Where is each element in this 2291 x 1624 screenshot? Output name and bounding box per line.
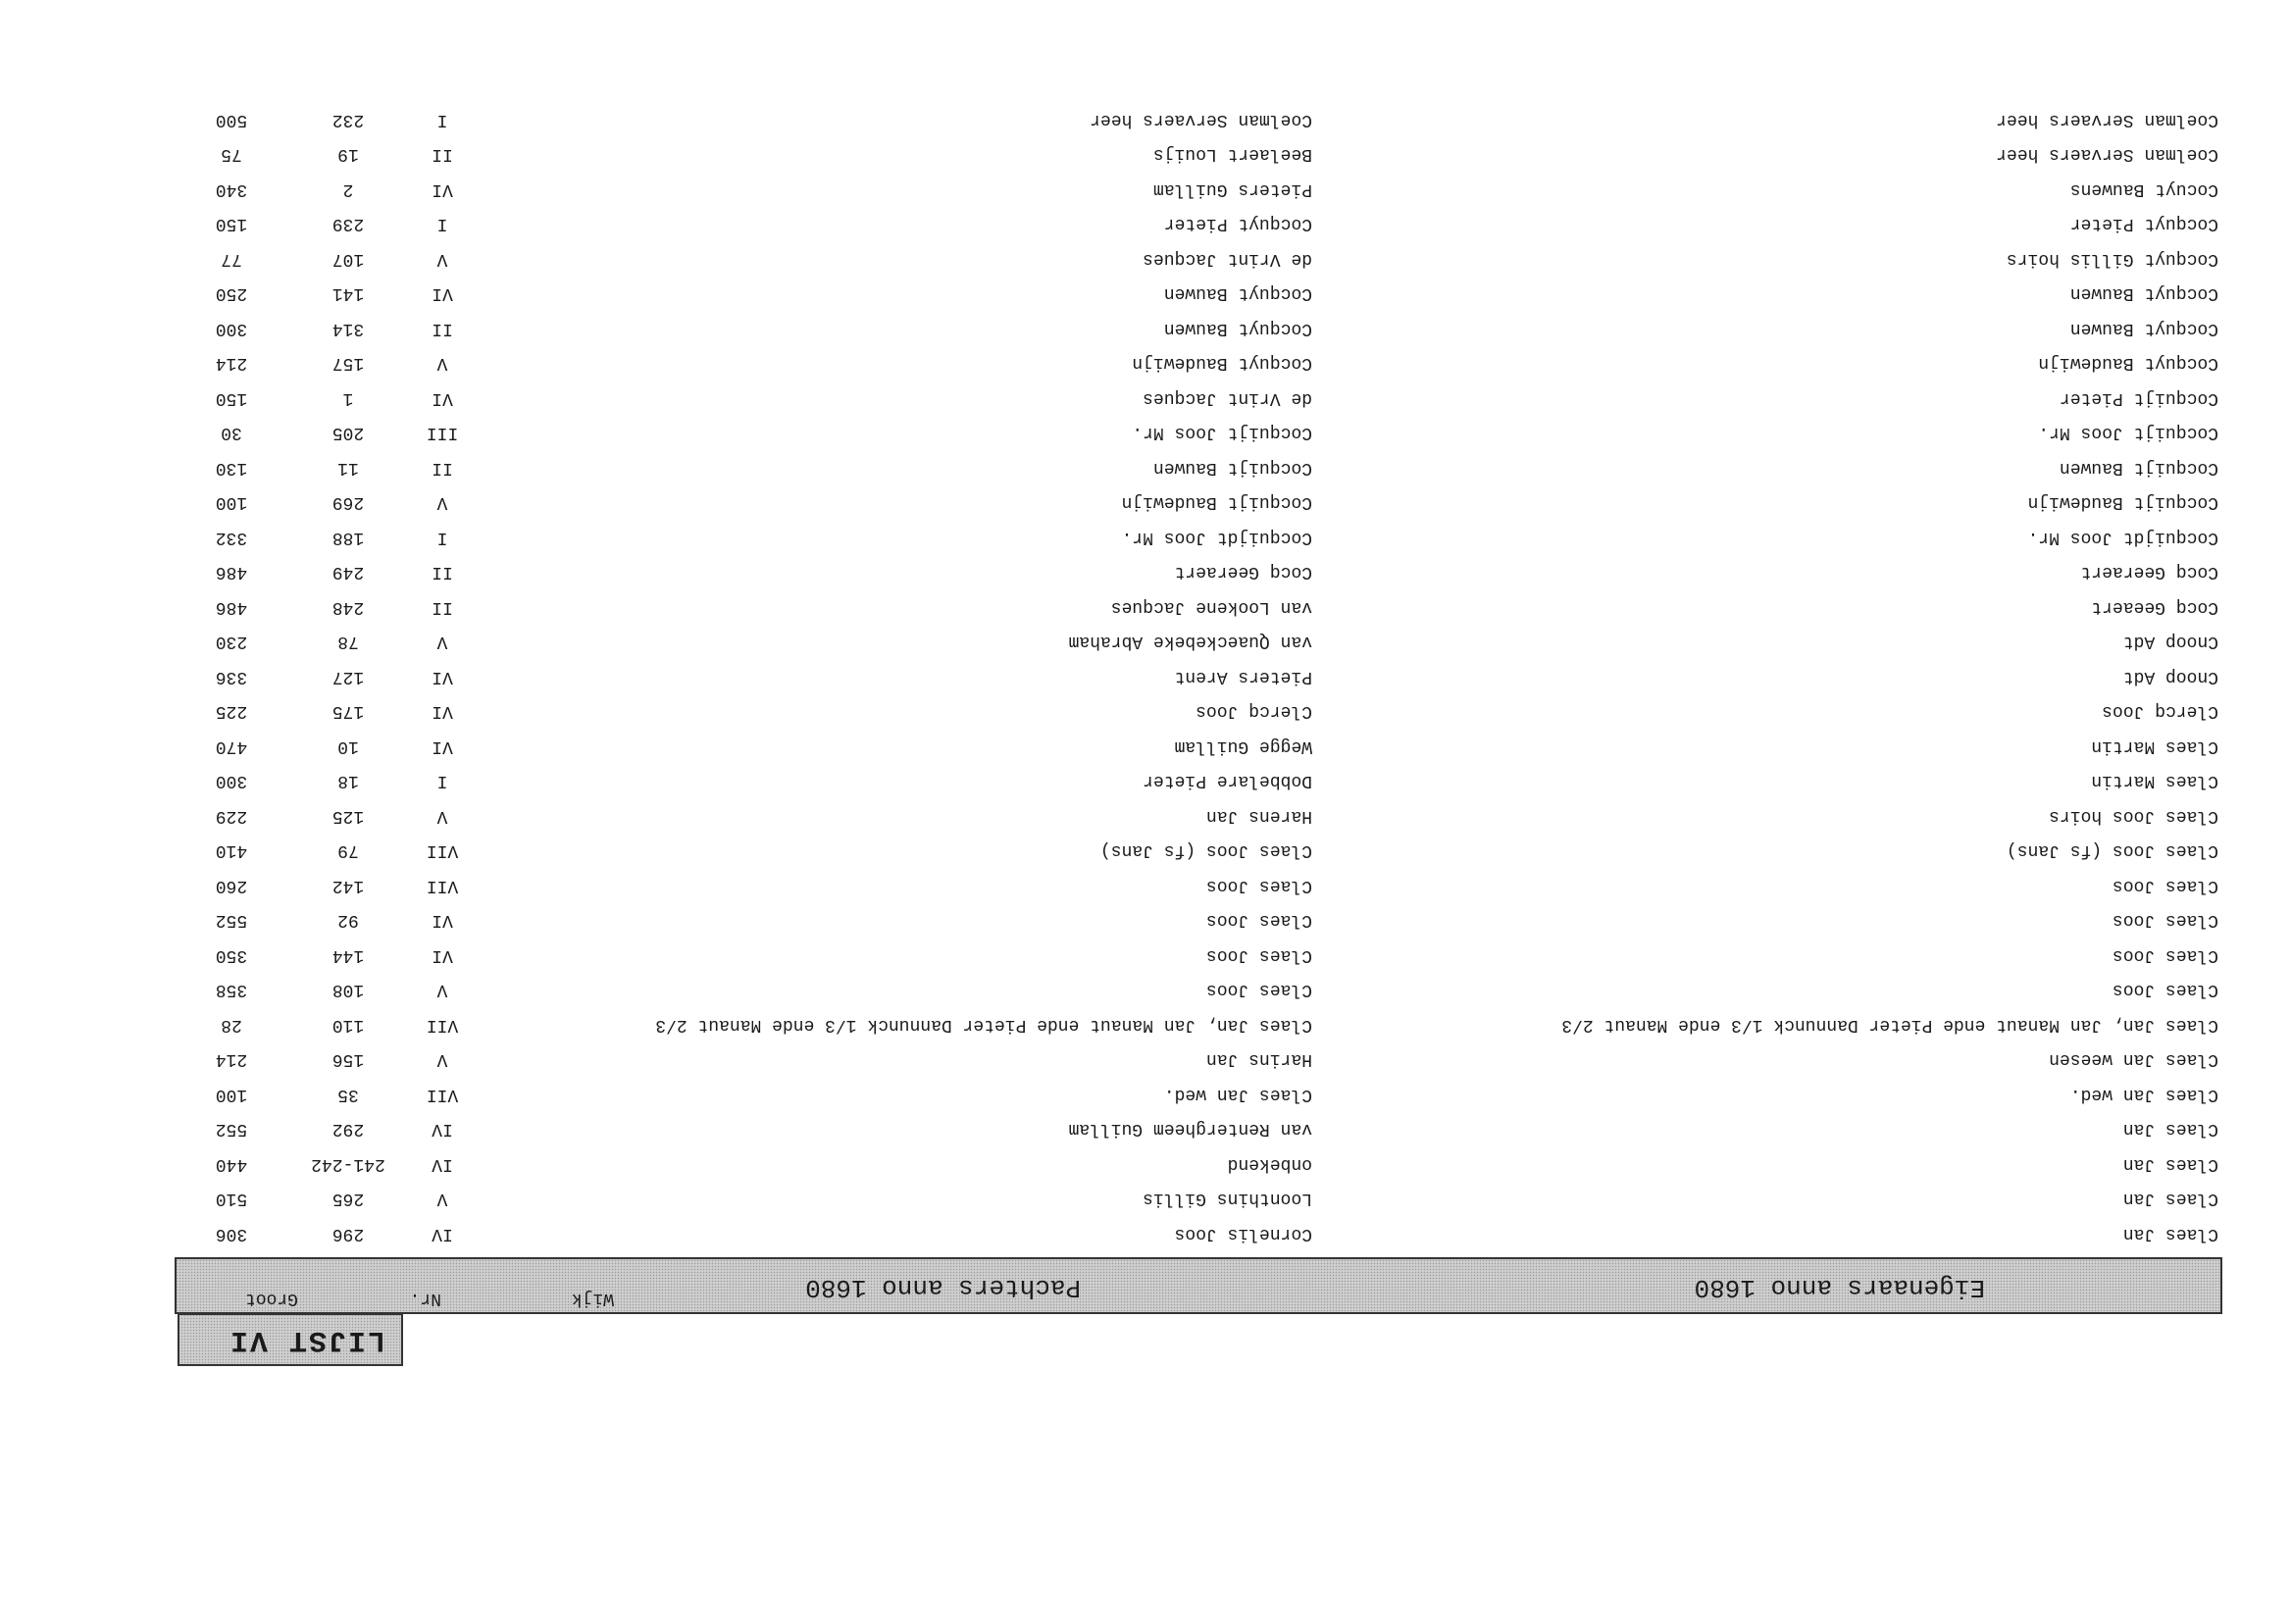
groot-cell: 214 [215,353,248,374]
groot-cell: 470 [215,736,248,756]
wijk-cell: IV [432,1119,453,1140]
table-row [175,903,2222,939]
groot-cell: 340 [215,179,248,199]
wijk-cell: I [436,771,448,791]
groot-cell: 250 [215,283,248,304]
groot-cell: 100 [215,492,248,513]
groot-cell: 130 [215,458,248,478]
owner-cell: Claes Jan weesen [2049,1049,2218,1070]
nr-cell: 156 [331,1049,365,1070]
owner-cell: Claes Martin [2091,736,2218,756]
wijk-cell: III [426,423,459,443]
table-row [175,1042,2222,1078]
tenant-cell: Cocquyt Pieter [1163,214,1312,234]
tenant-cell: Claes Joos [1205,876,1312,895]
nr-cell: 92 [337,910,359,931]
table-row [175,173,2222,208]
tenant-cell: van Lookene Jacques [1110,597,1312,617]
groot-cell: 500 [215,110,248,129]
nr-cell: 79 [337,840,359,861]
owner-cell: Cocquijt Bauwen [2059,458,2218,478]
table-row [175,416,2222,451]
tenant-cell: Claes Joos [1205,910,1312,931]
nr-cell: 127 [331,667,365,686]
owner-cell: Claes Jan wed. [2069,1085,2218,1104]
wijk-cell: V [436,806,448,826]
owner-cell: Cocquijt Baudewijn [2027,492,2218,513]
table-body [175,103,2222,1252]
owner-cell: Cocquyt Baudewijn [2038,353,2218,374]
owner-cell: Cocquijdt Joos Mr. [2027,528,2218,547]
tenant-cell: Cornelis Joos [1174,1224,1312,1243]
table-row [175,485,2222,521]
table-row [175,103,2222,138]
groot-cell: 30 [221,423,242,443]
table-row [175,381,2222,417]
wijk-cell: V [436,249,448,269]
wijk-cell: VI [432,179,453,199]
groot-cell: 358 [215,980,248,1000]
nr-cell: 292 [331,1119,365,1140]
owner-cell: Clercq Joos [2102,701,2218,722]
header-wijk: Wijk [571,1289,614,1308]
owner-cell: Cocq Geeaert [2091,597,2218,617]
tenant-cell: Pieters Arent [1174,667,1312,686]
wijk-cell: VI [432,945,453,965]
list-title: LIJST VI [178,1313,403,1366]
tenant-cell: Beelaert Louijs [1152,144,1312,165]
groot-cell: 225 [215,701,248,722]
owner-cell: Coelman Servaers heer [1996,110,2218,129]
nr-cell: 78 [337,632,359,652]
groot-cell: 229 [215,806,248,826]
table-row [175,451,2222,486]
tenant-cell: van Rentergheem Guillam [1068,1119,1312,1140]
wijk-cell: II [432,597,453,617]
nr-cell: 205 [331,423,365,443]
nr-cell: 232 [331,110,365,129]
tenant-cell: Cocquijt Joos Mr. [1132,423,1312,443]
table-row [175,869,2222,904]
wijk-cell: II [432,458,453,478]
nr-cell: 108 [331,980,365,1000]
nr-cell: 248 [331,597,365,617]
table-row [175,1217,2222,1252]
groot-cell: 100 [215,1085,248,1104]
tenant-cell: Cocquijt Baudewijn [1121,492,1312,513]
groot-cell: 230 [215,632,248,652]
groot-cell: 260 [215,876,248,895]
owner-cell: Claes Jan [2122,1119,2218,1140]
nr-cell: 249 [331,562,365,583]
groot-cell: 486 [215,562,248,583]
tenant-cell: Dobbelare Pieter [1143,771,1312,791]
wijk-cell: V [436,1189,448,1209]
groot-cell: 350 [215,945,248,965]
table-row [175,625,2222,660]
owner-cell: Cocuyt Bauwens [2069,179,2218,199]
tenant-cell: onbekend [1227,1154,1312,1174]
owner-cell: Claes Joos hoirs [2049,806,2218,826]
owner-cell: Claes Jan [2122,1189,2218,1209]
owner-cell: Cocquijt Joos Mr. [2038,423,2218,443]
table-row [175,521,2222,556]
tenant-cell: Cocquyt Baudewijn [1132,353,1312,374]
wijk-cell: VI [432,910,453,931]
groot-cell: 440 [215,1154,248,1174]
tenant-cell: de Vrint Jacques [1143,249,1312,269]
wijk-cell: IV [432,1154,453,1174]
table-header [175,1257,2222,1314]
owner-cell: Claes Jan, Jan Manaut ende Pieter Dannunck 1/3 ende Manaut 2/3 [1561,1015,2218,1035]
nr-cell: 296 [331,1224,365,1243]
tenant-cell: Claes Joos [1205,945,1312,965]
wijk-cell: VI [432,667,453,686]
groot-cell: 410 [215,840,248,861]
wijk-cell: V [436,980,448,1000]
tenant-cell: Loonthins Gillis [1143,1189,1312,1209]
table-row [175,939,2222,974]
table-row [175,137,2222,173]
wijk-cell: V [436,1049,448,1070]
nr-cell: 110 [331,1015,365,1035]
table-row [175,764,2222,799]
tenant-cell: Cocquyt Bauwen [1163,283,1312,304]
nr-cell: 239 [331,214,365,234]
groot-cell: 300 [215,319,248,338]
tenant-cell: Claes Jan wed. [1163,1085,1312,1104]
table-row [175,1147,2222,1183]
owner-cell: Cocq Geeraert [2080,562,2218,583]
table-row [175,207,2222,242]
nr-cell: 141 [331,283,365,304]
table-row [175,730,2222,765]
tenant-cell: Claes Jan, Jan Manaut ende Pieter Dannunck 1/3 ende Manaut 2/3 [655,1015,1312,1035]
wijk-cell: VII [426,1015,459,1035]
tenant-cell: Cocq Geeraert [1174,562,1312,583]
nr-cell: 144 [331,945,365,965]
wijk-cell: I [436,214,448,234]
table-row [175,590,2222,626]
tenant-cell: Wegge Guillam [1174,736,1312,756]
header-nr: Nr. [409,1289,441,1308]
groot-cell: 552 [215,910,248,931]
header-tenants: Pachters anno 1680 [805,1273,1081,1302]
wijk-cell: VII [426,876,459,895]
wijk-cell: VII [426,840,459,861]
groot-cell: 306 [215,1224,248,1243]
groot-cell: 552 [215,1119,248,1140]
table-row [175,555,2222,590]
nr-cell: 314 [331,319,365,338]
wijk-cell: II [432,319,453,338]
owner-cell: Claes Jan [2122,1224,2218,1243]
wijk-cell: II [432,144,453,165]
owner-cell: Claes Joos [2112,876,2218,895]
nr-cell: 142 [331,876,365,895]
groot-cell: 510 [215,1189,248,1209]
nr-cell: 19 [337,144,359,165]
nr-cell: 241-242 [311,1154,385,1174]
wijk-cell: II [432,562,453,583]
nr-cell: 265 [331,1189,365,1209]
table-row [175,973,2222,1008]
wijk-cell: V [436,353,448,374]
table-row [175,312,2222,347]
table-row [175,799,2222,835]
nr-cell: 269 [331,492,365,513]
tenant-cell: de Vrint Jacques [1143,388,1312,408]
groot-cell: 77 [221,249,242,269]
nr-cell: 1 [342,388,354,408]
wijk-cell: IV [432,1224,453,1243]
wijk-cell: VI [432,701,453,722]
wijk-cell: VI [432,736,453,756]
owner-cell: Claes Martin [2091,771,2218,791]
owner-cell: Claes Joos (fs Jans) [2006,840,2218,861]
owner-cell: Cocquyt Bauwen [2069,283,2218,304]
wijk-cell: VI [432,388,453,408]
nr-cell: 18 [337,771,359,791]
nr-cell: 10 [337,736,359,756]
tenant-cell: Clercq Joos [1196,701,1312,722]
wijk-cell: VI [432,283,453,304]
groot-cell: 28 [221,1015,242,1035]
owner-cell: Coelman Servaers heer [1996,144,2218,165]
table-row [175,242,2222,278]
table-row [175,1078,2222,1113]
wijk-cell: I [436,528,448,547]
nr-cell: 2 [342,179,354,199]
groot-cell: 336 [215,667,248,686]
tenant-cell: van Quaeckebeke Abraham [1068,632,1312,652]
table-row [175,346,2222,381]
owner-cell: Cocquijt Pieter [2059,388,2218,408]
owner-cell: Cnoop Adt [2122,667,2218,686]
groot-cell: 332 [215,528,248,547]
groot-cell: 75 [221,144,242,165]
nr-cell: 175 [331,701,365,722]
tenant-cell: Pieters Guillam [1152,179,1312,199]
wijk-cell: I [436,110,448,129]
owner-cell: Claes Jan [2122,1154,2218,1174]
table-row [175,277,2222,312]
owner-cell: Cocquyt Gillis hoirs [2006,249,2218,269]
owner-cell: Cnoop Adt [2122,632,2218,652]
wijk-cell: V [436,492,448,513]
owner-cell: Claes Joos [2112,945,2218,965]
owner-cell: Claes Joos [2112,980,2218,1000]
nr-cell: 157 [331,353,365,374]
groot-cell: 300 [215,771,248,791]
tenant-cell: Cocquijdt Joos Mr. [1121,528,1312,547]
tenant-cell: Claes Joos (fs Jans) [1099,840,1312,861]
wijk-cell: VII [426,1085,459,1104]
groot-cell: 486 [215,597,248,617]
owner-cell: Claes Joos [2112,910,2218,931]
tenant-cell: Harens Jan [1205,806,1312,826]
nr-cell: 107 [331,249,365,269]
table-row [175,1182,2222,1217]
nr-cell: 11 [337,458,359,478]
groot-cell: 214 [215,1049,248,1070]
nr-cell: 125 [331,806,365,826]
table-row [175,1112,2222,1147]
header-owners: Eigenaars anno 1680 [1694,1273,1985,1302]
groot-cell: 150 [215,388,248,408]
nr-cell: 35 [337,1085,359,1104]
table-row [175,660,2222,695]
groot-cell: 150 [215,214,248,234]
table-row [175,834,2222,869]
nr-cell: 188 [331,528,365,547]
tenant-cell: Coelman Servaers heer [1090,110,1312,129]
owner-cell: Cocquyt Pieter [2069,214,2218,234]
table-row [175,1008,2222,1043]
owner-cell: Cocquyt Bauwen [2069,319,2218,338]
wijk-cell: V [436,632,448,652]
tenant-cell: Cocquijt Bauwen [1152,458,1312,478]
header-groot: Groot [244,1289,298,1308]
tenant-cell: Harins Jan [1205,1049,1312,1070]
tenant-cell: Claes Joos [1205,980,1312,1000]
tenant-cell: Cocquyt Bauwen [1163,319,1312,338]
table-row [175,694,2222,730]
